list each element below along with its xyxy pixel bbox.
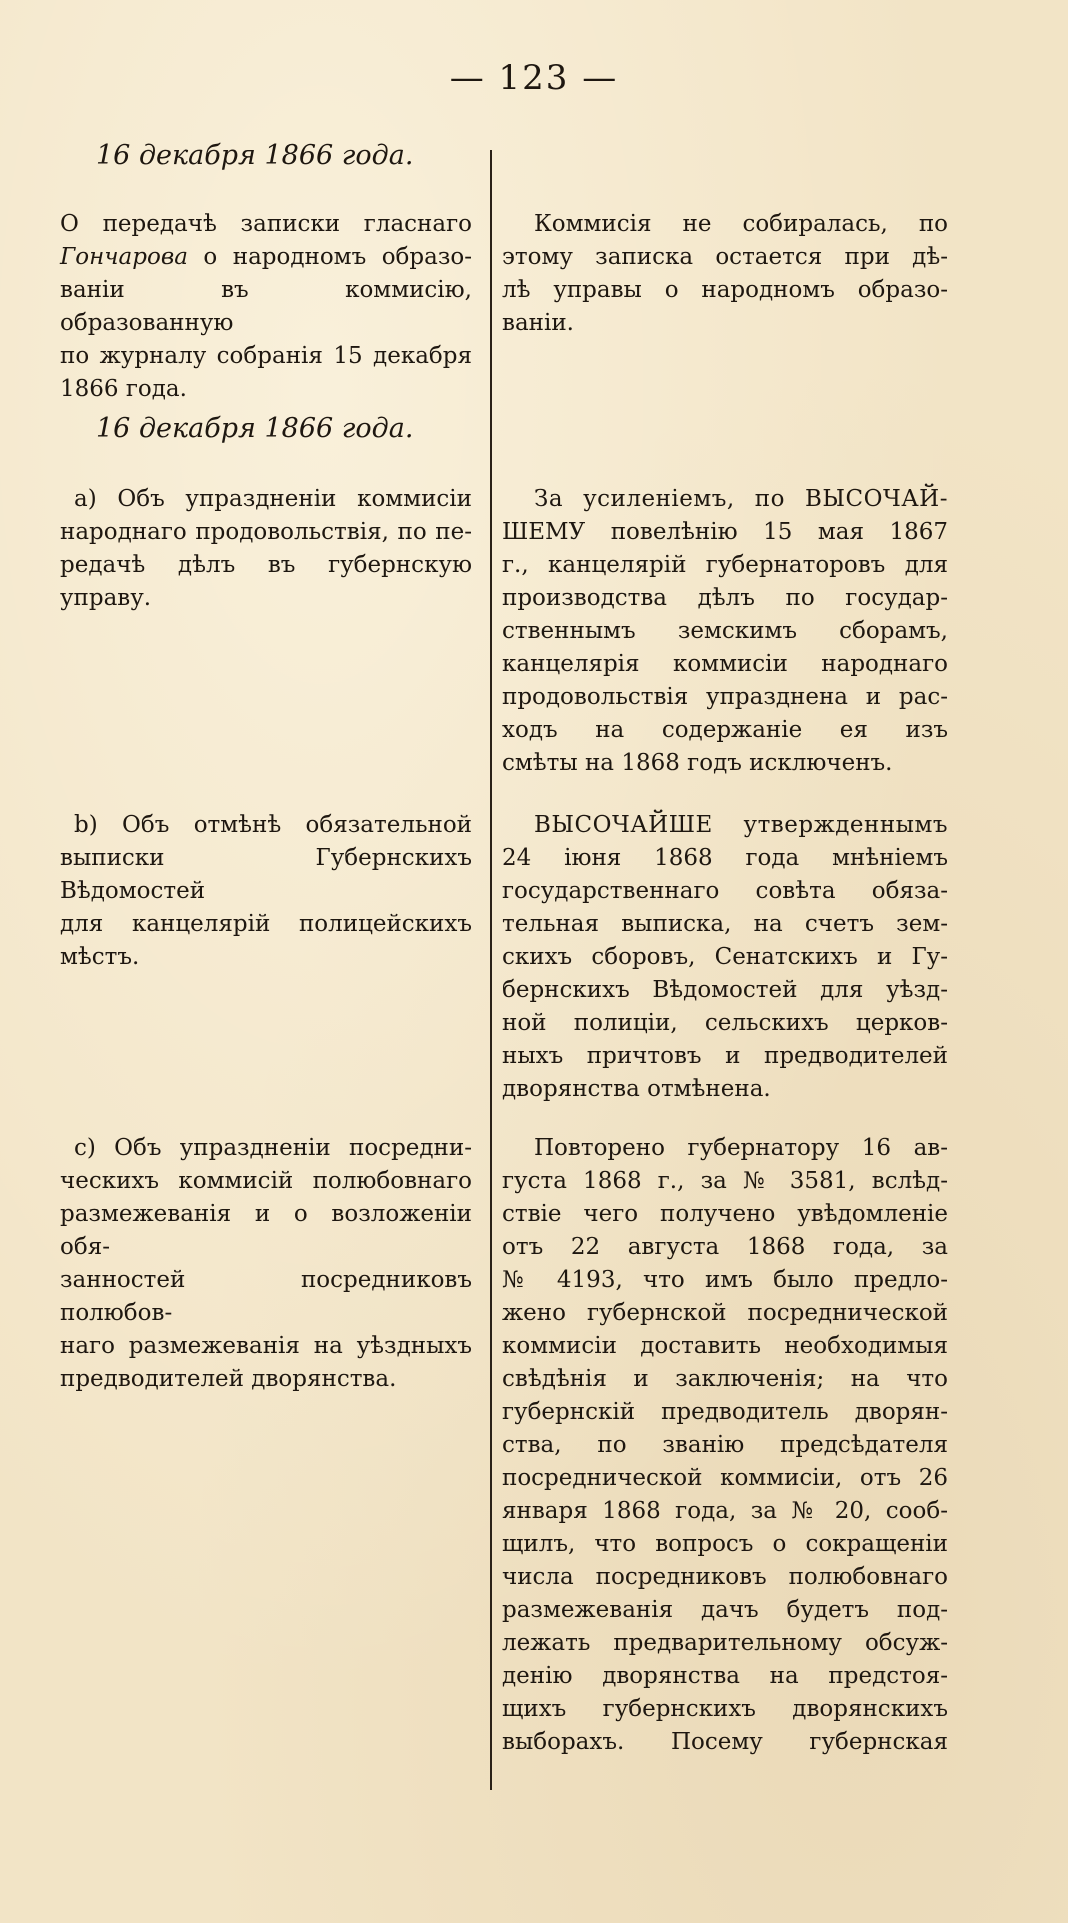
right-response-c-line: размежеванія дачъ будетъ под-	[502, 1597, 948, 1623]
right-response-c-line: Повторено губернатору 16 ав-	[534, 1135, 948, 1161]
right-response-a-line: ШЕМУ повелѣнію 15 мая 1867	[502, 519, 948, 545]
right-response-1-line: этому записка остается при дѣ-	[502, 244, 948, 270]
left-item-a-line: а) Объ упраздненіи коммисіи	[74, 486, 472, 512]
right-response-c-line: губернскій предводитель дворян-	[502, 1399, 948, 1425]
right-response-c-line: выборахъ. Посему губернская	[502, 1729, 948, 1755]
right-response-c-line: № 4193, что имъ было предло-	[502, 1267, 948, 1293]
right-response-b-line: дворянства отмѣнена.	[502, 1076, 771, 1102]
left-item-1-line: 1866 года.	[60, 376, 187, 402]
right-response-1-line: лѣ управы о народномъ образо-	[502, 277, 948, 303]
left-item-c-line: с) Объ упраздненіи посредни-	[74, 1135, 472, 1161]
left-item-c-line: ческихъ коммисій полюбовнаго	[60, 1168, 472, 1194]
column-divider	[490, 150, 492, 1790]
right-response-b-line: ВЫСОЧАЙШЕ утвержденнымъ	[534, 812, 948, 838]
right-response-b-line: тельная выписка, на счетъ зем-	[502, 911, 948, 937]
right-response-c-line: щихъ губернскихъ дворянскихъ	[502, 1696, 948, 1722]
right-response-a-line: ходъ на содержаніе ея изъ	[502, 717, 948, 743]
right-response-a-line: смѣты на 1868 годъ исключенъ.	[502, 750, 893, 776]
left-item-a	[60, 483, 472, 615]
left-item-1-line: Гончарова о народномъ образо-	[60, 244, 472, 270]
left-item-1-line: О передачѣ записки гласнаго	[60, 211, 472, 237]
right-response-c-line: щилъ, что вопросъ о сокращеніи	[502, 1531, 948, 1557]
left-item-a-line: управу.	[60, 585, 152, 611]
left-item-b-line: мѣстъ.	[60, 944, 140, 970]
right-response-b-line: скихъ сборовъ, Сенатскихъ и Гу-	[502, 944, 948, 970]
right-response-c-line: января 1868 года, за № 20, сооб-	[502, 1498, 948, 1524]
author-name: Гончарова	[60, 244, 188, 270]
page-number: — 123 —	[449, 58, 619, 98]
date-heading-1: 16 декабря 1866 года.	[96, 140, 414, 171]
right-response-c	[502, 1132, 948, 1759]
left-item-c-line: занностей посредниковъ полюбов-	[60, 1267, 472, 1326]
right-response-a-line: производства дѣлъ по государ-	[502, 585, 948, 611]
right-response-b-line: государственнаго совѣта обяза-	[502, 878, 948, 904]
right-response-a-line: г., канцелярій губернаторовъ для	[502, 552, 948, 578]
left-item-b-line: выписки Губернскихъ Вѣдомостей	[60, 845, 472, 904]
right-response-a-line: продовольствія упразднена и рас-	[502, 684, 948, 710]
left-item-1-line: по журналу собранія 15 декабря	[60, 343, 472, 369]
right-response-1-line: ваніи.	[502, 310, 574, 336]
right-response-c-line: густа 1868 г., за № 3581, вслѣд-	[502, 1168, 948, 1194]
right-response-b-line: ныхъ причтовъ и предводителей	[502, 1043, 948, 1069]
date-heading-2: 16 декабря 1866 года.	[96, 413, 414, 444]
right-response-b-line: 24 іюня 1868 года мнѣніемъ	[502, 845, 948, 871]
right-response-c-line: денію дворянства на предстоя-	[502, 1663, 948, 1689]
right-response-c-line: числа посредниковъ полюбовнаго	[502, 1564, 948, 1590]
left-item-a-line: народнаго продовольствія, по пе-	[60, 519, 472, 545]
left-item-b	[60, 809, 472, 974]
right-response-c-line: свѣдѣнія и заключенія; на что	[502, 1366, 948, 1392]
left-item-b-line: b) Объ отмѣнѣ обязательной	[74, 812, 472, 838]
right-response-c-line: жено губернской посреднической	[502, 1300, 948, 1326]
right-response-a-line: За усиленіемъ, по ВЫСОЧАЙ-	[534, 486, 948, 512]
left-item-c	[60, 1132, 472, 1396]
left-item-c-line: размежеванія и о возложеніи обя-	[60, 1201, 472, 1260]
left-item-c-line: предводителей дворянства.	[60, 1366, 397, 1392]
right-response-a-line: канцелярія коммисіи народнаго	[502, 651, 948, 677]
right-response-c-line: лежать предварительному обсуж-	[502, 1630, 948, 1656]
right-response-1	[502, 208, 948, 340]
right-response-a	[502, 483, 948, 780]
right-response-c-line: ствіе чего получено увѣдомленіе	[502, 1201, 948, 1227]
right-response-a-line: ственнымъ земскимъ сборамъ,	[502, 618, 948, 644]
left-item-1	[60, 208, 472, 406]
right-response-c-line: отъ 22 августа 1868 года, за	[502, 1234, 948, 1260]
right-response-b-line: ной полиціи, сельскихъ церков-	[502, 1010, 948, 1036]
right-response-b	[502, 809, 948, 1106]
right-response-c-line: коммисіи доставить необходимыя	[502, 1333, 948, 1359]
right-response-c-line: посреднической коммисіи, отъ 26	[502, 1465, 948, 1491]
right-response-c-line: ства, по званію предсѣдателя	[502, 1432, 948, 1458]
right-response-1-line: Коммисія не собиралась, по	[534, 211, 948, 237]
right-response-b-line: бернскихъ Вѣдомостей для уѣзд-	[502, 977, 948, 1003]
left-item-1-line: ваніи въ коммисію, образованную	[60, 277, 472, 336]
left-item-a-line: редачѣ дѣлъ въ губернскую	[60, 552, 472, 578]
left-item-c-line: наго размежеванія на уѣздныхъ	[60, 1333, 472, 1359]
left-item-b-line: для канцелярій полицейскихъ	[60, 911, 472, 937]
